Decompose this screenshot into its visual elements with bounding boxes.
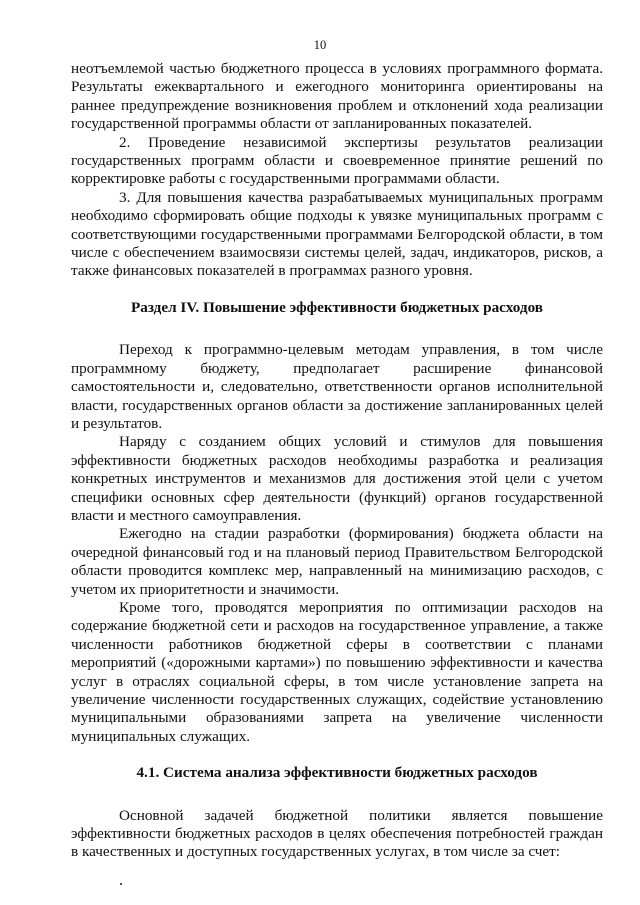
paragraph-item-3: 3. Для повышения качества разрабатываемых муниципальных программ необходимо сформировать общие подходы к увязке муниципальных программ с соответствующими государственными программами Белгородской области, в том числе с обеспечением взаимосвязи системы целей, задач, индикаторов, рисков, а также финансовых показателей в программах разного уровня. <box>71 188 603 280</box>
section-paragraph: Переход к программно-целевым методам управления, в том числе программному бюджету, предполагает расширение финансовой самостоятельности и, следовательно, ответственности органов исполнительной власти, государственных органов области за достижение запланированных целей и результатов. <box>71 341 603 432</box>
section-paragraph: Ежегодно на стадии разработки (формирования) бюджета области на очередной финансовый год и на плановый период Правительством Белгородской области проводится комплекс мер, направленный на минимизацию расходов, с учетом их приоритетности и значимости. <box>71 525 603 598</box>
paragraph-item-2: 2. Проведение независимой экспертизы результатов реализации государственных программ области и своевременное принятие решений по корректировке работы с государственными программами области. <box>71 133 603 188</box>
page-number: 10 <box>313 38 327 52</box>
paragraph-continuation: неотъемлемой частью бюджетного процесса в условиях программного формата. Результаты ежеквартального и ежегодного мониторинга ориентированы на раннее предупреждение возникновения проблем и отклонений хода реализации государственной программы области от запланированных показателей. <box>71 60 603 133</box>
document-body <box>71 60 603 862</box>
section-paragraph: Наряду с созданием общих условий и стимулов для повышения эффективности бюджетных расходов необходимы разработка и реализация конкретных инструментов и механизмов для достижения этой цели с учетом специфики основных сфер деятельности (функций) органов государственной власти и местного самоуправления. <box>71 433 603 524</box>
section-paragraph: Кроме того, проводятся мероприятия по оптимизации расходов на содержание бюджетной сети и расходов на государственное управление, а также численности работников бюджетной сферы в соответствии с планами мероприятий («дорожными картами») по повышению эффективности и качества услуг в отраслях социальной сферы, в том числе установление запрета на увеличение численности государственных служащих, содействие установлению муниципальными образованиями запрета на увеличение численности муниципальных служащих. <box>71 598 603 745</box>
section-heading: Раздел IV. Повышение эффективности бюджетных расходов <box>130 298 543 316</box>
scan-speck <box>120 883 122 885</box>
subsection-paragraph: Основной задачей бюджетной политики является повышение эффективности бюджетных расходов в целях обеспечения потребностей граждан в качественных и доступных государственных услугах, в том числе за счет: <box>71 806 603 861</box>
subsection-heading: 4.1. Система анализа эффективности бюджетных расходов <box>136 764 538 782</box>
